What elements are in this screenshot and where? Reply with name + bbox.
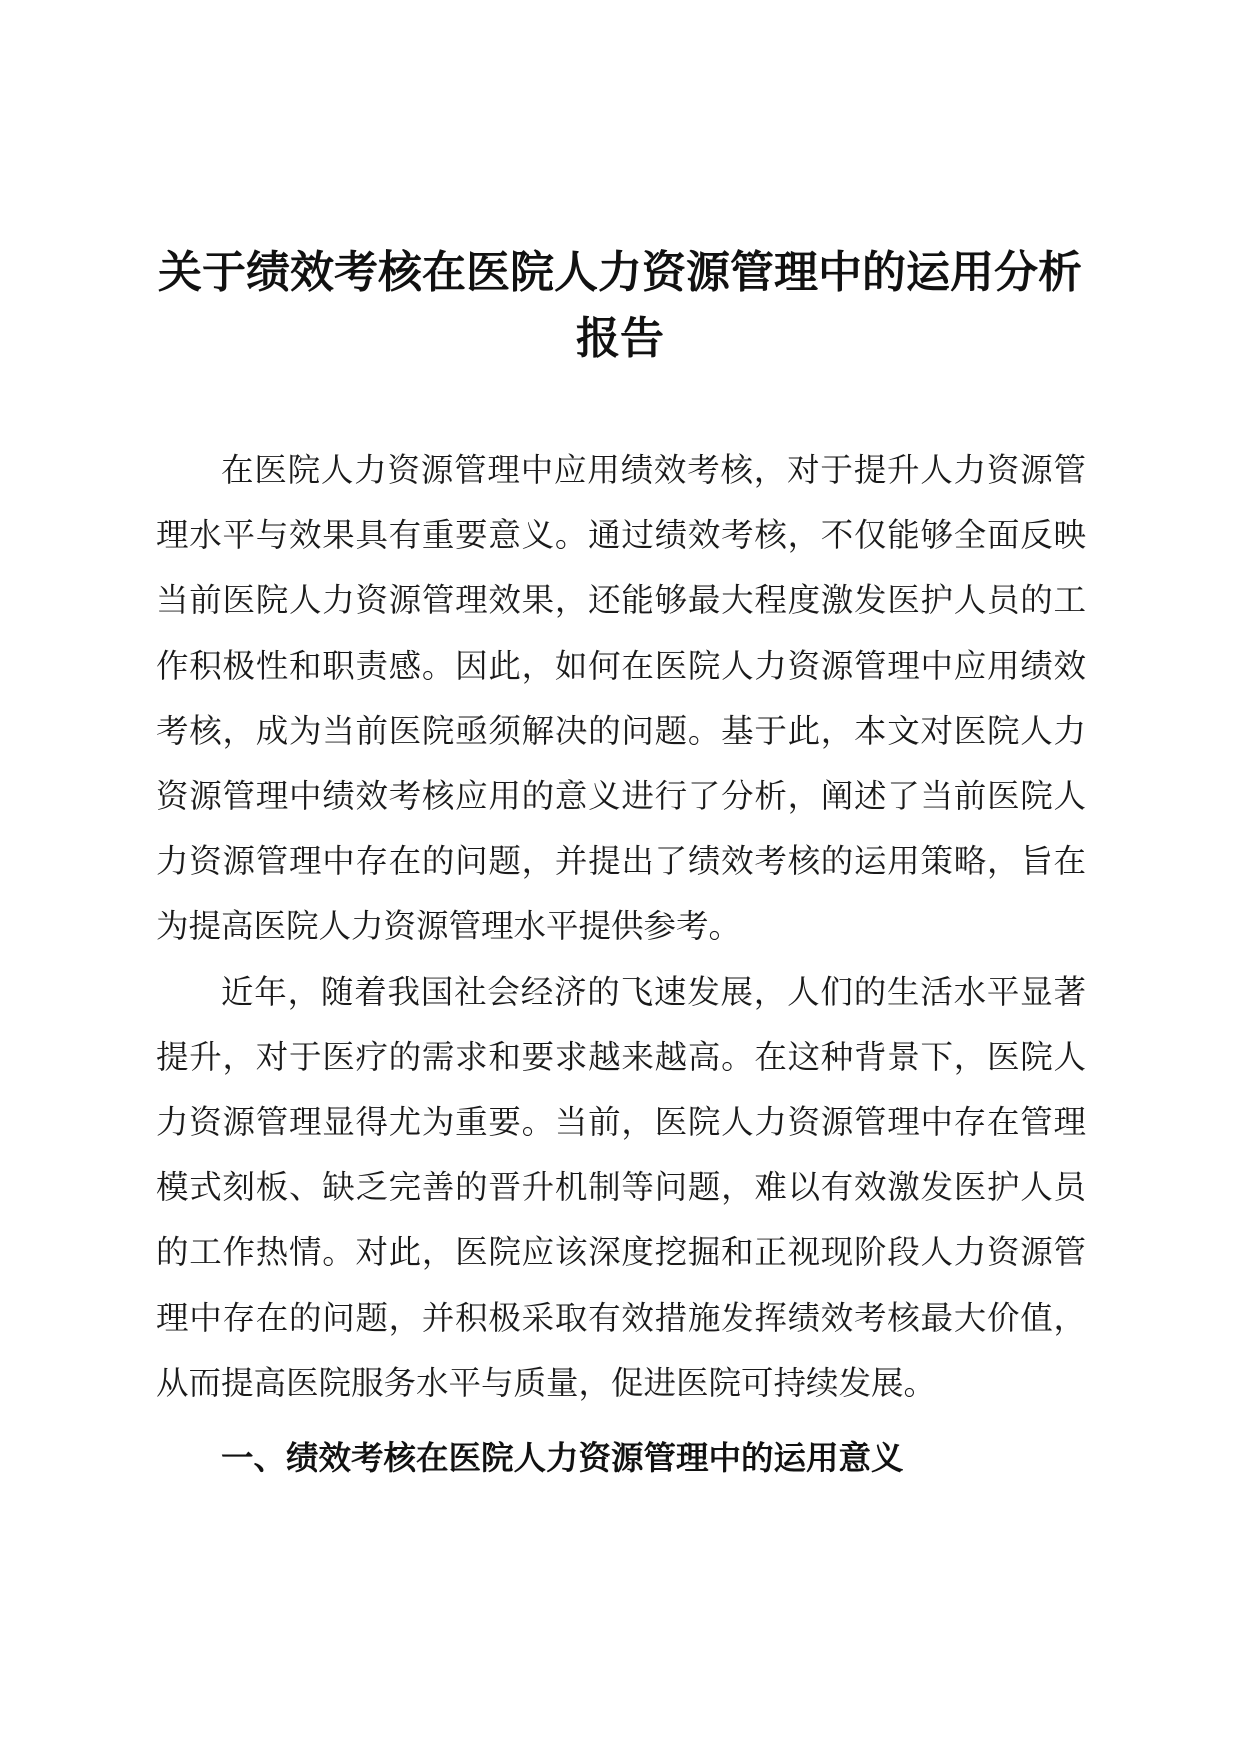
section-heading: 一、绩效考核在医院人力资源管理中的运用意义 [221, 1439, 904, 1478]
document-body [156, 438, 1086, 1500]
body-paragraph-background: 近年，随着我国社会经济的飞速发展，人们的生活水平显著提升，对于医疗的需求和要求越来越高。在这种背景下，医院人力资源管理显得尤为重要。当前，医院人力资源管理中存在管理模式刻板、缺乏完善的晋升机制等问题，难以有效激发医护人员的工作热情。对此，医院应该深度挖掘和正视现阶段人力资源管理中存在的问题，并积极采取有效措施发挥绩效考核最大价值，从而提高医院服务水平与质量，促进医院可持续发展。 [156, 972, 1086, 1402]
document-title: 关于绩效考核在医院人力资源管理中的运用分析报告 [158, 247, 1082, 364]
body-paragraph-intro: 在医院人力资源管理中应用绩效考核，对于提升人力资源管理水平与效果具有重要意义。通过绩效考核，不仅能够全面反映当前医院人力资源管理效果，还能够最大程度激发医护人员的工作积极性和职责感。因此，如何在医院人力资源管理中应用绩效考核，成为当前医院亟须解决的问题。基于此，本文对医院人力资源管理中绩效考核应用的意义进行了分析，阐述了当前医院人力资源管理中存在的问题，并提出了绩效考核的运用策略，旨在为提高医院人力资源管理水平提供参考。 [156, 451, 1086, 946]
